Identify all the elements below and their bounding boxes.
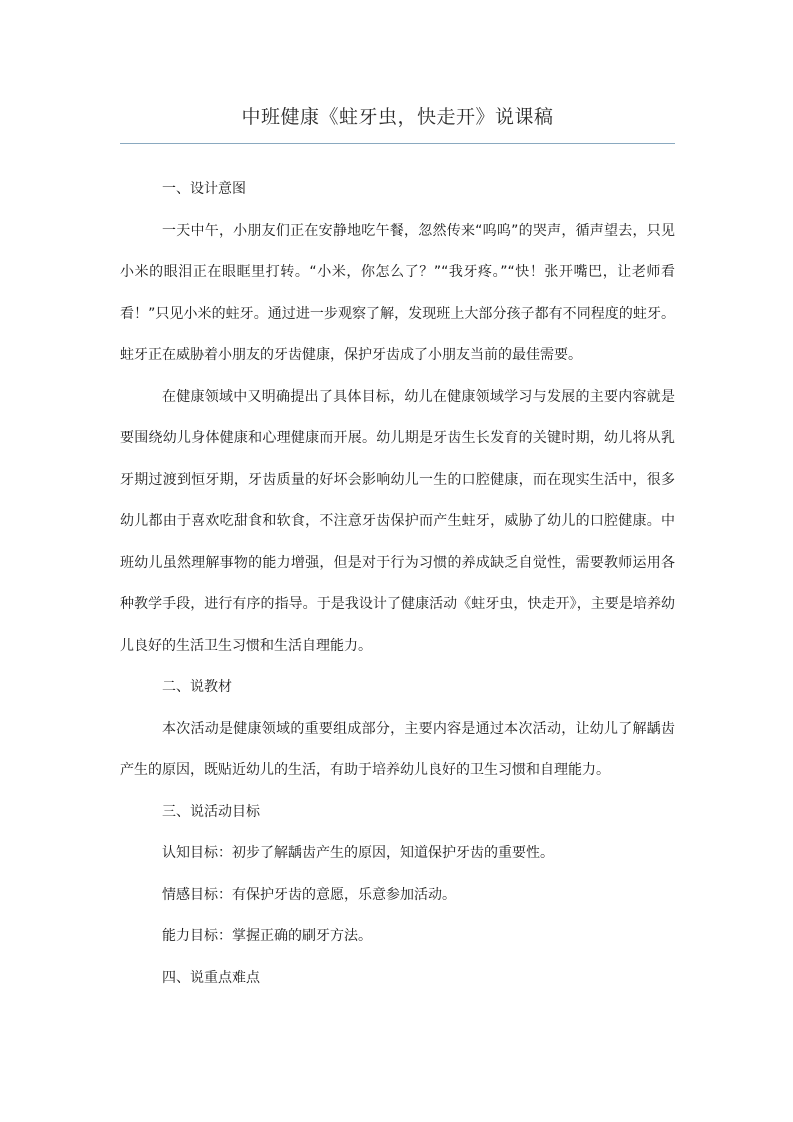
section-heading-activity-goals: 三、说活动目标 [162, 803, 260, 820]
goal-cognitive: 认知目标：初步了解龋齿产生的原因，知道保护牙齿的重要性。 [162, 845, 554, 861]
paragraph-design-intent-1: 一天中午，小朋友们正在安静地吃午餐，忽然传来“呜呜”的哭声，循声望去，只见小米的眼泪正在眼眶里打转。“小米，你怎么了？”“我牙疼。”“快！张开嘴巴，让老师看看！”只见小米的蛀牙。通过进一步观察了解，发现班上大部分孩子都有不同程度的蛀牙。蛀牙正在威胁着小朋友的牙齿健康，保护牙齿成了小朋友当前的最佳需要。 [120, 222, 675, 363]
goal-ability: 能力目标：掌握正确的刷牙方法。 [162, 928, 372, 944]
section-heading-key-points: 四、说重点难点 [162, 969, 260, 986]
document-title: 中班健康《蛀牙虫，快走开》说课稿 [241, 106, 554, 128]
section-heading-teaching-material: 二、说教材 [162, 679, 232, 695]
paragraph-teaching-material: 本次活动是健康领域的重要组成部分，主要内容是通过本次活动，让幼儿了解龋齿产生的原因，既贴近幼儿的生活，有助于培养幼儿良好的卫生习惯和自理能力。 [120, 720, 675, 778]
section-heading-design-intent: 一、设计意图 [162, 181, 246, 197]
document-body [120, 169, 675, 999]
goal-emotional: 情感目标：有保护牙齿的意愿，乐意参加活动。 [162, 886, 456, 903]
paragraph-design-intent-2: 在健康领域中又明确提出了具体目标，幼儿在健康领域学习与发展的主要内容就是要围绕幼儿身体健康和心理健康而开展。幼儿期是牙齿生长发育的关键时期，幼儿将从乳牙期过渡到恒牙期，牙齿质量的好坏会影响幼儿一生的口腔健康，而在现实生活中，很多幼儿都由于喜欢吃甜食和软食，不注意牙齿保护而产生蛀牙，威胁了幼儿的口腔健康。中班幼儿虽然理解事物的能力增强，但是对于行为习惯的养成缺乏自觉性，需要教师运用各种教学手段，进行有序的指导。于是我设计了健康活动《蛀牙虫，快走开》，主要是培养幼儿良好的生活卫生习惯和生活自理能力。 [120, 388, 675, 654]
title-divider [120, 143, 675, 144]
